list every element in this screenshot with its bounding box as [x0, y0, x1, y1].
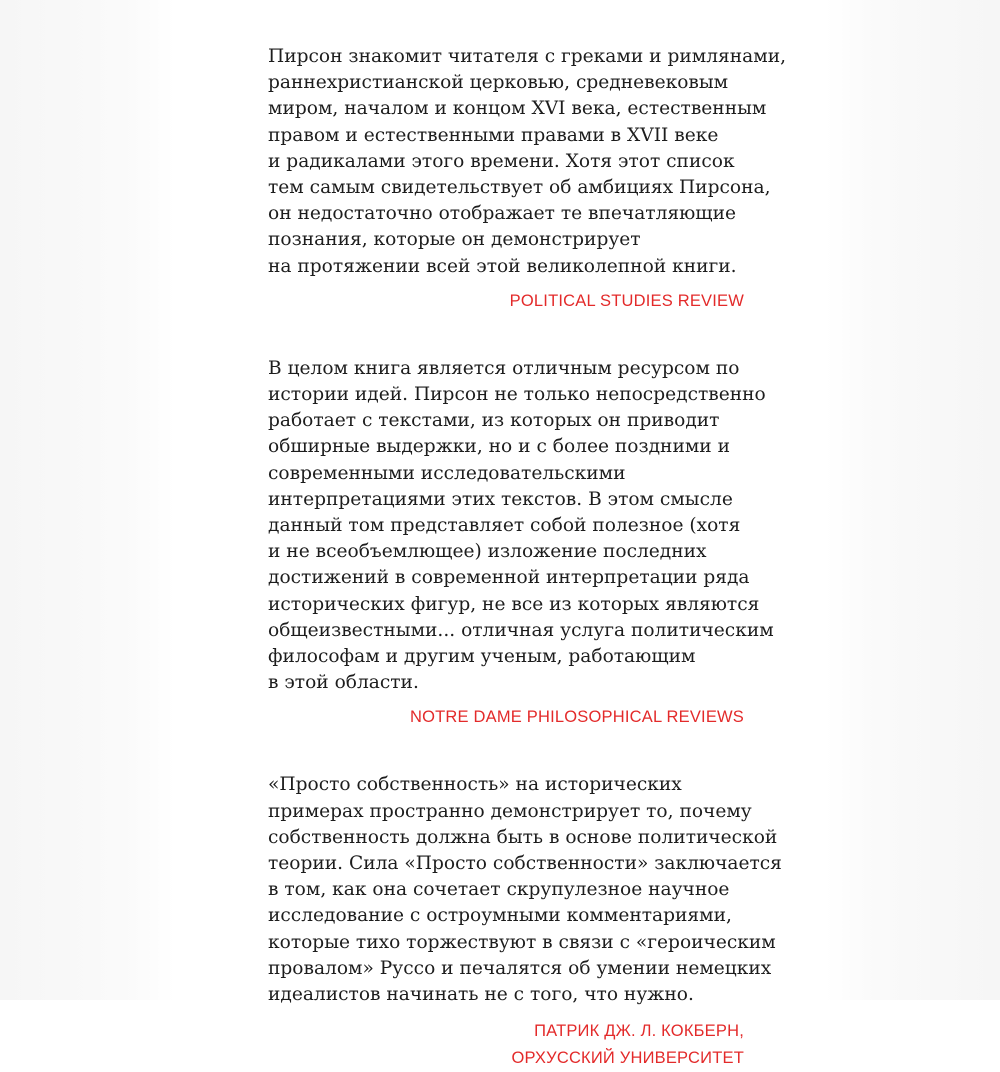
quote-line: истории идей. Пирсон не только непосредственно	[268, 384, 766, 406]
left-bleed-margin	[0, 0, 175, 1000]
quote-line: Пирсон знакомит читателя с греками и римлянами,	[268, 46, 787, 67]
quote-line: современными исследовательскими	[268, 462, 626, 484]
source-line: ПАТРИК ДЖ. Л. КОКБЕРН,	[534, 1022, 744, 1041]
source-line: NOTRE DAME PHILOSOPHICAL REVIEWS	[409, 708, 744, 727]
quote-line: в том, как она сочетает скрупулезное научное	[268, 879, 730, 901]
right-bleed-margin	[825, 0, 1000, 1000]
review-quote-notre-dame	[268, 356, 774, 697]
quote-line: познания, которые он демонстрирует	[268, 229, 641, 251]
source-line: POLITICAL STUDIES REVIEW	[509, 291, 744, 310]
quote-line: идеалистов начинать не с того, что нужно.	[268, 984, 694, 1006]
quote-line: интерпретациями этих текстов. В этом смысле	[268, 488, 733, 510]
quote-line: раннехристианской церковью, средневековым	[268, 72, 729, 94]
quote-line: обширные выдержки, но и с более поздними и	[268, 436, 731, 458]
quote-line: правом и естественными правами в XVII веке	[268, 124, 719, 146]
review-source-political-studies	[268, 288, 744, 315]
reviews-column	[268, 44, 787, 1072]
quote-line: общеизвестными... отличная услуга политическим	[268, 619, 774, 641]
quote-line: собственность должна быть в основе политической	[268, 826, 778, 848]
quote-line: он недостаточно отображает те впечатляющие	[268, 203, 736, 225]
quote-line: исторических фигур, не все из которых являются	[268, 593, 760, 615]
review-quote-political-studies	[268, 44, 787, 280]
source-line: ОРХУССКИЙ УНИВЕРСИТЕТ	[511, 1049, 744, 1068]
review-quote-cockburn	[268, 772, 782, 1008]
quote-line: и радикалами этого времени. Хотя этот список	[268, 150, 735, 172]
quote-line: В целом книга является отличным ресурсом по	[268, 357, 740, 379]
quote-line: провалом» Руссо и печалятся об умении немецких	[268, 957, 772, 979]
quote-line: и не всеобъемлющее) изложение последних	[268, 541, 707, 563]
quote-line: работает с текстами, из которых он приводит	[268, 410, 720, 432]
review-source-cockburn	[268, 1018, 744, 1072]
quote-line: данный том представляет собой полезное (хотя	[268, 515, 741, 537]
quote-line: «Просто собственность» на исторических	[268, 774, 682, 796]
quote-line: в этой области.	[268, 672, 419, 694]
quote-line: достижений в современной интерпретации ряда	[268, 567, 750, 589]
quote-line: которые тихо торжествуют в связи с «героическим	[268, 931, 776, 953]
quote-line: философам и другим ученым, работающим	[268, 646, 696, 668]
quote-line: примерах пространно демонстрирует то, почему	[268, 800, 752, 822]
quote-line: теории. Сила «Просто собственности» заключается	[268, 853, 782, 875]
quote-line: на протяжении всей этой великолепной книги.	[268, 255, 737, 277]
review-source-notre-dame	[268, 704, 744, 731]
quote-line: исследование с остроумными комментариями,	[268, 905, 732, 927]
quote-line: тем самым свидетельствует об амбициях Пирсона,	[268, 177, 771, 199]
quote-line: миром, началом и концом XVI века, естественным	[268, 98, 767, 120]
